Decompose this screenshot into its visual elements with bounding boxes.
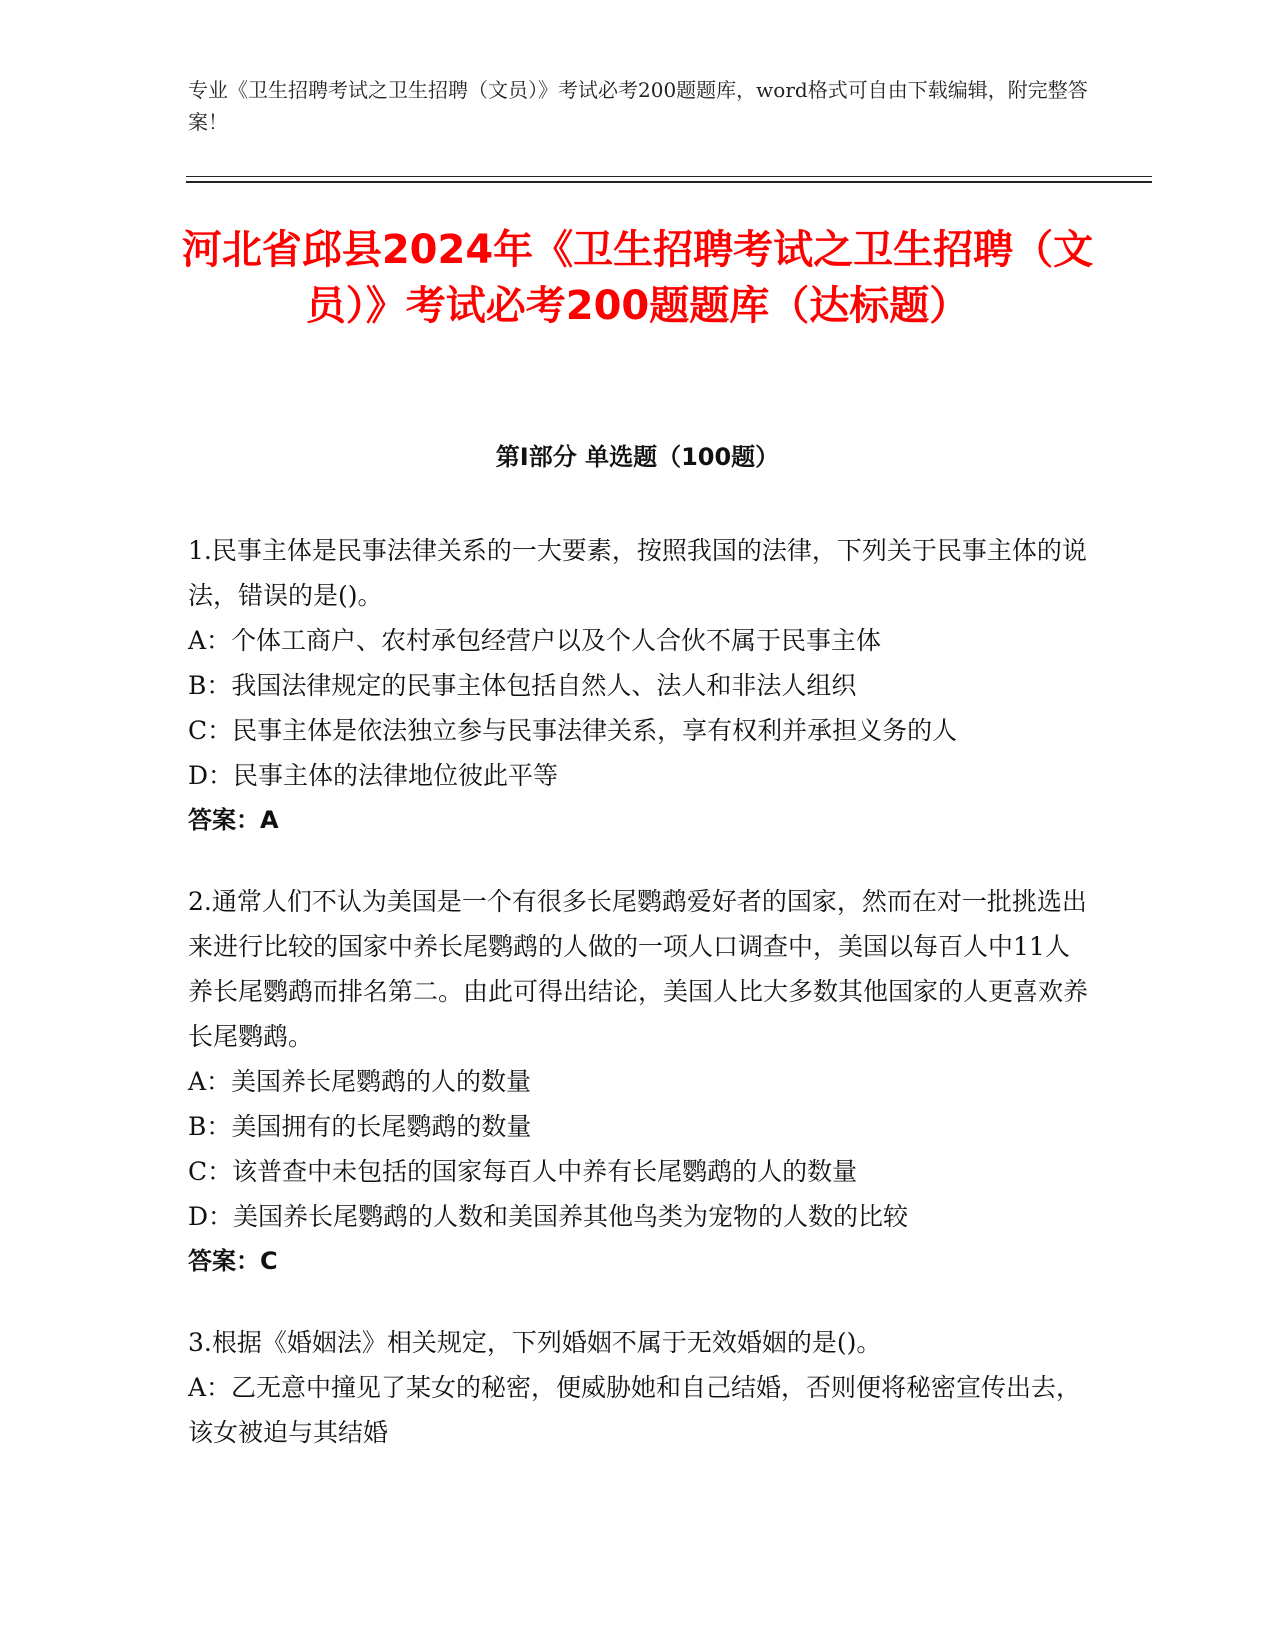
option-a: A：美国养长尾鹦鹉的人的数量 [188,1067,532,1096]
question-stem: 1.民事主体是民事法律关系的一大要素，按照我国的法律，下列关于民事主体的说法，错误的是()。 [188,536,1087,610]
question-3 [188,1320,1088,1455]
question-stem: 2.通常人们不认为美国是一个有很多长尾鹦鹉爱好者的国家，然而在对一批挑选出来进行比较的国家中养长尾鹦鹉的人做的一项人口调查中，美国以每百人中11人养长尾鹦鹉而排名第二。由此可得出结论，美国人比大多数其他国家的人更喜欢养长尾鹦鹉。 [188,887,1089,1051]
option-d: D：美国养长尾鹦鹉的人数和美国养其他鸟类为宠物的人数的比较 [188,1202,909,1231]
option-d: D：民事主体的法律地位彼此平等 [188,761,559,790]
option-c: C：民事主体是依法独立参与民事法律关系，享有权利并承担义务的人 [188,716,958,745]
document-title: 河北省邱县2024年《卫生招聘考试之卫生招聘（文员）》考试必考200题题库（达标题） [181,227,1094,329]
section-heading: 第I部分 单选题（100题） [495,443,780,471]
option-b: B：美国拥有的长尾鹦鹉的数量 [188,1112,532,1141]
question-stem: 3.根据《婚姻法》相关规定，下列婚姻不属于无效婚姻的是()。 [188,1328,882,1357]
question-1 [188,528,1088,843]
option-a: A：个体工商户、农村承包经营户以及个人合伙不属于民事主体 [188,626,882,655]
question-list [188,528,1088,1491]
option-a: A：乙无意中撞见了某女的秘密，便威胁她和自己结婚，否则便将秘密宣传出去，该女被迫与其结婚 [188,1373,1082,1447]
option-c: C：该普查中未包括的国家每百人中养有长尾鹦鹉的人的数量 [188,1157,858,1186]
option-b: B：我国法律规定的民事主体包括自然人、法人和非法人组织 [188,671,857,700]
answer-label: 答案：A [188,806,279,834]
answer-label: 答案：C [188,1247,278,1275]
header-divider-thick [186,181,1152,183]
header-note: 专业《卫生招聘考试之卫生招聘（文员）》考试必考200题题库，word格式可自由下载编辑，附完整答案！ [188,78,1088,134]
header-divider-thin [186,176,1152,177]
question-2 [188,879,1088,1284]
